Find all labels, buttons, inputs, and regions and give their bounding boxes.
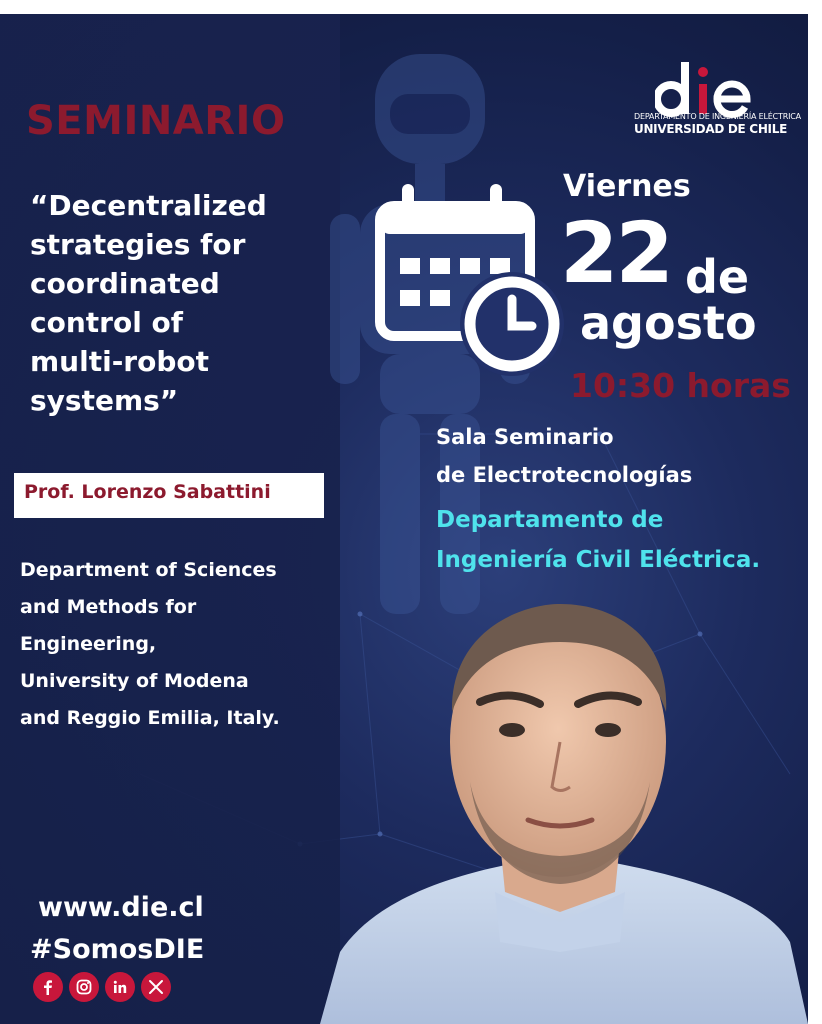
instagram-icon[interactable] xyxy=(69,972,99,1002)
seminar-heading: SEMINARIO xyxy=(26,98,286,144)
logo-university-text: UNIVERSIDAD DE CHILE xyxy=(634,122,787,136)
poster xyxy=(0,14,808,1024)
speaker-portrait-image xyxy=(320,592,808,1024)
speaker-name: Prof. Lorenzo Sabattini xyxy=(24,481,271,503)
talk-title: “Decentralized strategies for coordinated control of multi-robot systems” xyxy=(30,189,267,417)
event-month: agosto xyxy=(580,296,757,350)
x-icon[interactable] xyxy=(141,972,171,1002)
calendar-clock-icon xyxy=(372,184,572,384)
hashtag: #SomosDIE xyxy=(30,934,205,965)
event-time: 10:30 horas xyxy=(570,366,791,405)
facebook-icon[interactable] xyxy=(33,972,63,1002)
speaker-affiliation: Department of Sciences and Methods for Engineering, University of Modena and Reggio Emilia, Italy. xyxy=(20,559,280,729)
event-day: 22 xyxy=(560,204,671,302)
linkedin-icon[interactable] xyxy=(105,972,135,1002)
event-room: Sala Seminario de Electrotecnologías xyxy=(436,425,693,487)
event-de: de xyxy=(685,250,750,304)
logo-department-text: DEPARTAMENTO DE INGENIERÍA ELÉCTRICA xyxy=(634,112,801,121)
event-department: Departamento de Ingeniería Civil Eléctrica. xyxy=(436,507,761,573)
left-panel xyxy=(0,14,340,1024)
event-weekday: Viernes xyxy=(563,169,691,204)
website-link[interactable]: www.die.cl xyxy=(38,892,204,923)
